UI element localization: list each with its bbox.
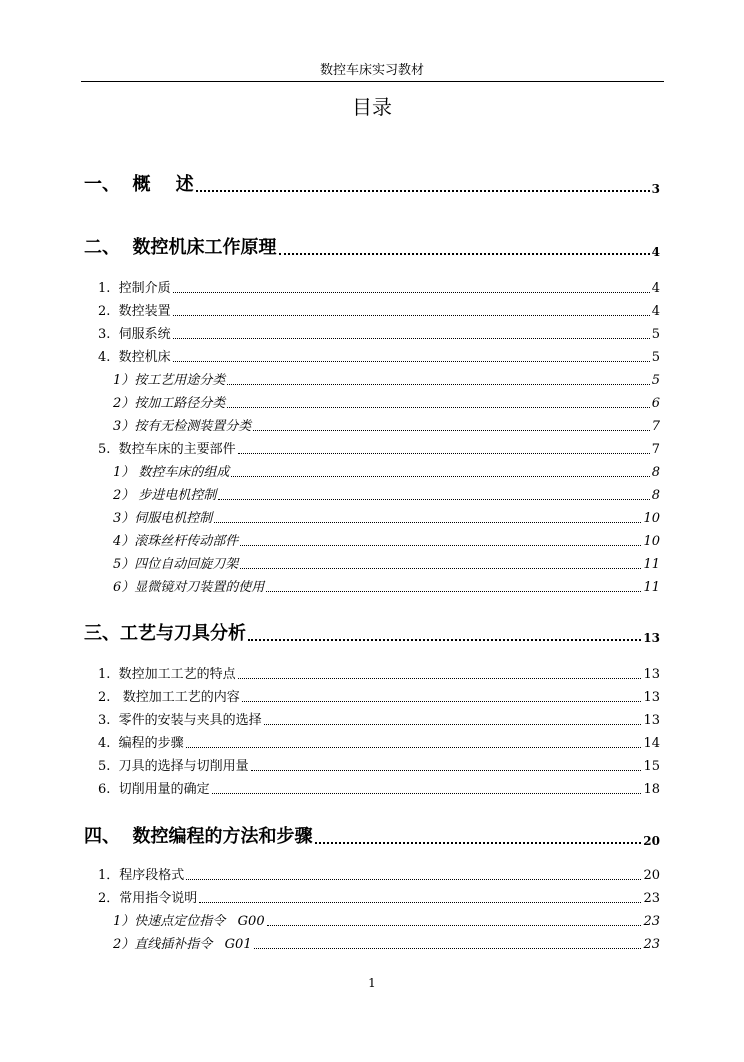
dot-leader bbox=[173, 315, 650, 316]
toc-entry-page: 13 bbox=[643, 690, 660, 705]
toc-entry-label: 三、工艺与刀具分析 bbox=[84, 623, 246, 644]
toc-entry-label: 2）直线插补指令 G01 bbox=[113, 937, 252, 952]
toc-entry-label: 一、 概 述 bbox=[84, 174, 194, 195]
toc-entry-page: 11 bbox=[643, 580, 660, 595]
toc-entry-page: 10 bbox=[643, 511, 660, 526]
dot-leader bbox=[173, 361, 650, 362]
toc-entry-label: 4. 编程的步骤 bbox=[98, 736, 184, 751]
toc-entry-page: 23 bbox=[643, 914, 660, 929]
toc-entry-page: 13 bbox=[643, 631, 660, 645]
dot-leader bbox=[227, 384, 649, 385]
toc-section-entry[interactable] bbox=[98, 781, 660, 799]
toc-chapter-entry[interactable] bbox=[84, 824, 660, 850]
toc-entry-page: 13 bbox=[643, 667, 660, 682]
toc-entry-label: 6）显微镜对刀装置的使用 bbox=[113, 580, 265, 595]
toc-entry-label: 1. 控制介质 bbox=[98, 281, 171, 296]
toc-subsection-entry[interactable] bbox=[113, 556, 660, 574]
toc-entry-label: 5）四位自动回旋刀架 bbox=[113, 557, 239, 572]
page-number: 1 bbox=[368, 976, 376, 990]
toc-section-entry[interactable] bbox=[98, 890, 660, 908]
dot-leader bbox=[264, 724, 642, 725]
toc-entry-label: 4. 数控机床 bbox=[98, 350, 171, 365]
dot-leader bbox=[254, 948, 642, 949]
toc-section-entry[interactable] bbox=[98, 326, 660, 344]
toc-entry-page: 3 bbox=[651, 182, 660, 196]
toc-entry-page: 15 bbox=[643, 759, 660, 774]
toc-entry-page: 7 bbox=[651, 442, 660, 457]
toc-entry-label: 5. 刀具的选择与切削用量 bbox=[98, 759, 249, 774]
toc-entry-label: 四、 数控编程的方法和步骤 bbox=[84, 826, 313, 847]
toc-section-entry[interactable] bbox=[98, 349, 660, 367]
dot-leader bbox=[212, 793, 642, 794]
dot-leader bbox=[251, 770, 642, 771]
toc-chapter-entry[interactable] bbox=[84, 235, 660, 261]
toc-entry-page: 6 bbox=[651, 396, 660, 411]
dot-leader bbox=[238, 453, 650, 454]
dot-leader bbox=[186, 747, 642, 748]
toc-entry-label: 二、 数控机床工作原理 bbox=[84, 237, 277, 258]
toc-subsection-entry[interactable] bbox=[113, 464, 660, 482]
toc-entry-page: 20 bbox=[643, 868, 660, 883]
dot-leader bbox=[240, 545, 641, 546]
toc-entry-page: 13 bbox=[643, 713, 660, 728]
toc-subsection-entry[interactable] bbox=[113, 418, 660, 436]
toc-subsection-entry[interactable] bbox=[113, 913, 660, 931]
dot-leader bbox=[227, 407, 649, 408]
toc-entry-label: 3）按有无检测装置分类 bbox=[113, 419, 252, 434]
toc-entry-page: 5 bbox=[651, 327, 660, 342]
toc-section-entry[interactable] bbox=[98, 280, 660, 298]
toc-section-entry[interactable] bbox=[98, 666, 660, 684]
toc-entry-label: 1. 数控加工工艺的特点 bbox=[98, 667, 236, 682]
dot-leader bbox=[173, 292, 650, 293]
dot-leader bbox=[248, 639, 641, 641]
toc-entry-label: 3）伺服电机控制 bbox=[113, 511, 213, 526]
toc-section-entry[interactable] bbox=[98, 867, 660, 885]
toc-entry-page: 7 bbox=[651, 419, 660, 434]
toc-entry-page: 8 bbox=[651, 465, 660, 480]
dot-leader bbox=[279, 253, 650, 255]
toc-entry-label: 2） 步进电机控制 bbox=[113, 488, 217, 503]
running-header: 数控车床实习教材 bbox=[319, 63, 424, 78]
toc-chapter-entry[interactable] bbox=[84, 621, 660, 647]
toc-entry-page: 8 bbox=[651, 488, 660, 503]
dot-leader bbox=[186, 879, 641, 880]
toc-entry-label: 1） 数控车床的组成 bbox=[113, 465, 230, 480]
toc-entry-page: 5 bbox=[651, 350, 660, 365]
toc-section-entry[interactable] bbox=[98, 735, 660, 753]
toc-entry-page: 18 bbox=[643, 782, 660, 797]
dot-leader bbox=[242, 701, 642, 702]
dot-leader bbox=[267, 925, 642, 926]
toc-entry-page: 20 bbox=[643, 834, 660, 848]
toc-subsection-entry[interactable] bbox=[113, 487, 660, 505]
toc-entry-label: 6. 切削用量的确定 bbox=[98, 782, 210, 797]
toc-section-entry[interactable] bbox=[98, 303, 660, 321]
toc-entry-page: 4 bbox=[651, 245, 660, 259]
dot-leader bbox=[214, 522, 641, 523]
toc-subsection-entry[interactable] bbox=[113, 395, 660, 413]
toc-entry-page: 23 bbox=[643, 937, 660, 952]
page-title: 目录 bbox=[352, 95, 392, 119]
toc-entry-page: 11 bbox=[643, 557, 660, 572]
toc-subsection-entry[interactable] bbox=[113, 533, 660, 551]
toc-entry-page: 23 bbox=[643, 891, 660, 906]
toc-entry-page: 14 bbox=[643, 736, 660, 751]
toc-entry-label: 1．程序段格式 bbox=[98, 868, 185, 883]
toc-entry-page: 10 bbox=[643, 534, 660, 549]
toc-section-entry[interactable] bbox=[98, 689, 660, 707]
toc-subsection-entry[interactable] bbox=[113, 579, 660, 597]
toc-section-entry[interactable] bbox=[98, 758, 660, 776]
toc-subsection-entry[interactable] bbox=[113, 510, 660, 528]
toc-entry-label: 1）按工艺用途分类 bbox=[113, 373, 226, 388]
toc-entry-page: 4 bbox=[651, 281, 660, 296]
toc-section-entry[interactable] bbox=[98, 441, 660, 459]
toc-subsection-entry[interactable] bbox=[113, 936, 660, 954]
toc-section-entry[interactable] bbox=[98, 712, 660, 730]
toc-entry-label: 3. 零件的安装与夹具的选择 bbox=[98, 713, 262, 728]
dot-leader bbox=[218, 499, 649, 500]
toc-entry-label: 5. 数控车床的主要部件 bbox=[98, 442, 236, 457]
toc-entry-label: 4）滚珠丝杆传动部件 bbox=[113, 534, 239, 549]
dot-leader bbox=[238, 678, 642, 679]
dot-leader bbox=[315, 842, 642, 844]
toc-entry-label: 2. 数控加工工艺的内容 bbox=[98, 690, 240, 705]
toc-entry-label: 2. 数控装置 bbox=[98, 304, 171, 319]
dot-leader bbox=[240, 568, 641, 569]
dot-leader bbox=[231, 476, 649, 477]
dot-leader bbox=[196, 190, 650, 192]
dot-leader bbox=[253, 430, 649, 431]
toc-entry-page: 4 bbox=[651, 304, 660, 319]
dot-leader bbox=[173, 338, 650, 339]
toc-entry-label: 1）快速点定位指令 G00 bbox=[113, 914, 265, 929]
toc-entry-page: 5 bbox=[651, 373, 660, 388]
toc-entry-label: 2．常用指令说明 bbox=[98, 891, 198, 906]
dot-leader bbox=[266, 591, 641, 592]
header-rule bbox=[81, 81, 664, 82]
toc-entry-label: 3. 伺服系统 bbox=[98, 327, 171, 342]
toc-entry-label: 2）按加工路径分类 bbox=[113, 396, 226, 411]
toc-subsection-entry[interactable] bbox=[113, 372, 660, 390]
dot-leader bbox=[199, 902, 641, 903]
toc-chapter-entry[interactable] bbox=[84, 172, 660, 198]
